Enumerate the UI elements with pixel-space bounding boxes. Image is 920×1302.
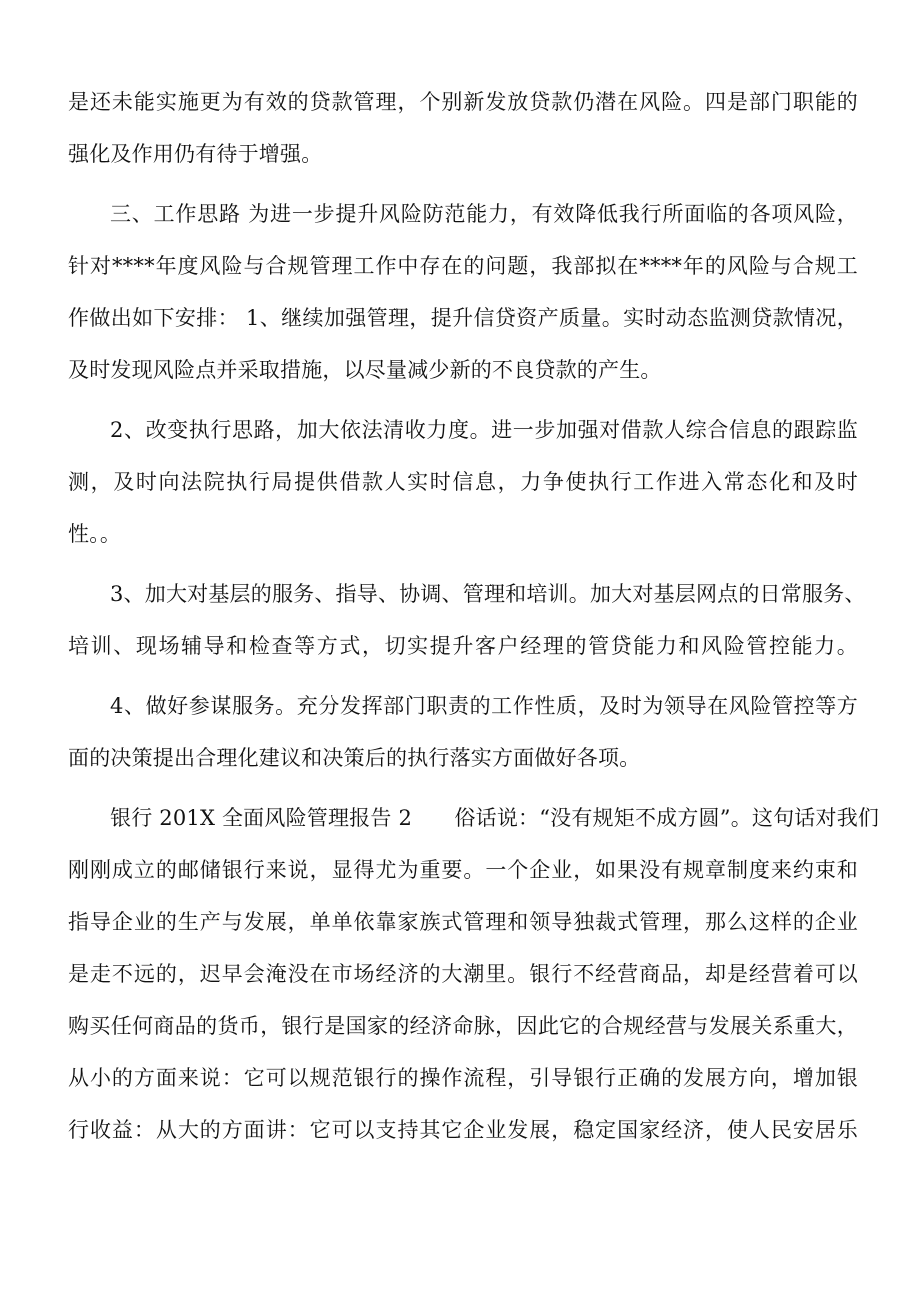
text-line: 作做出如下安排： 1、继续加强管理，提升信贷资产质量。实时动态监测贷款情况， (68, 306, 858, 330)
text-line: 性。。 (68, 522, 122, 546)
text-line: 从小的方面来说：它可以规范银行的操作流程，引导银行正确的发展方向，增加银 (68, 1066, 858, 1090)
text-line: 购买任何商品的货币，银行是国家的经济命脉，因此它的合规经营与发展关系重大， (68, 1014, 858, 1038)
text-line: 3、加大对基层的服务、指导、协调、管理和培训。加大对基层网点的日常服务、 (110, 582, 866, 606)
text-line: 针对****年度风险与合规管理工作中存在的问题，我部拟在****年的风险与合规工 (68, 254, 858, 278)
text-line: 2、改变执行思路，加大依法清收力度。进一步加强对借款人综合信息的跟踪监 (110, 418, 858, 442)
text-line: 行收益：从大的方面讲：它可以支持其它企业发展，稳定国家经济，使人民安居乐 (68, 1118, 858, 1142)
text-line: 强化及作用仍有待于增强。 (68, 142, 323, 166)
text-line: 是走不远的，迟早会淹没在市场经济的大潮里。银行不经营商品，却是经营着可以 (68, 962, 858, 986)
text-line: 培训、现场辅导和检查等方式，切实提升客户经理的管贷能力和风险管控能力。 (68, 634, 858, 658)
text-line: 刚刚成立的邮储银行来说，显得尤为重要。一个企业，如果没有规章制度来约束和 (68, 858, 858, 882)
text-line: 面的决策提出合理化建议和决策后的执行落实方面做好各项。 (68, 746, 641, 770)
text-line: 指导企业的生产与发展，单单依靠家族式管理和领导独裁式管理，那么这样的企业 (68, 910, 858, 934)
text-line: 测，及时向法院执行局提供借款人实时信息，力争使执行工作进入常态化和及时 (68, 470, 858, 494)
text-line: 及时发现风险点并采取措施，以尽量减少新的不良贷款的产生。 (68, 358, 662, 382)
text-line: 4、做好参谋服务。充分发挥部门职责的工作性质，及时为领导在风险管控等方 (110, 694, 858, 718)
text-line: 三、工作思路 为进一步提升风险防范能力，有效降低我行所面临的各项风险， (110, 202, 858, 226)
text-line: 是还未能实施更为有效的贷款管理，个别新发放贷款仍潜在风险。四是部门职能的 (68, 90, 858, 114)
text-line: 银行 201X 全面风险管理报告 2 俗话说：“没有规矩不成方圆”。这句话对我们 (110, 806, 880, 830)
